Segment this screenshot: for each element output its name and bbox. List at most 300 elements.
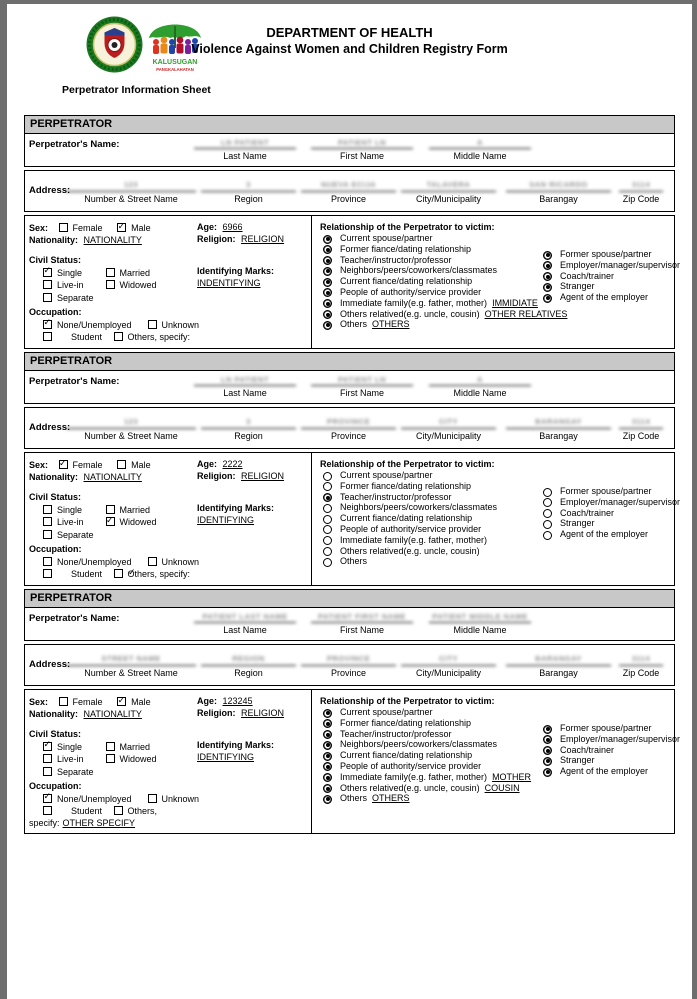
relationship-option (540, 249, 680, 260)
religion-label: Religion: (197, 470, 236, 481)
region-caption: Region (234, 431, 263, 441)
male-label: Male (131, 223, 151, 233)
single-checkbox-icon (43, 505, 52, 514)
unemployed-checkbox-icon (43, 320, 52, 329)
religion-label: Religion: (197, 707, 236, 718)
barangay-caption: Barangay (539, 431, 578, 441)
last-name-field (194, 611, 296, 635)
unemployed-checkbox-icon (43, 557, 52, 566)
age-label: Age: (197, 696, 217, 706)
relationship-option-label: People of authority/service provider (340, 286, 482, 297)
relationship-option-label: Agent of the employer (560, 766, 649, 777)
identifying-marks-line (197, 752, 305, 764)
barangay-caption: Barangay (539, 194, 578, 204)
relationship-option-label: Employer/manager/supervisor (560, 733, 681, 744)
relationship-option-label: Neighbors/peers/coworkers/classmates (340, 739, 498, 750)
relationship-option (320, 276, 534, 287)
separate-checkbox-icon (43, 767, 52, 776)
religion-line (197, 471, 305, 483)
radio-icon (323, 299, 332, 308)
radio-icon (543, 272, 552, 281)
religion-label: Religion: (197, 233, 236, 244)
separate-checkbox-icon (43, 530, 52, 539)
separate-checkbox-icon (43, 293, 52, 302)
relationship-option-label: Immediate family(e.g. father, mother) (340, 297, 488, 308)
nationality-label: Nationality: (29, 234, 79, 245)
relationship-option (320, 502, 534, 513)
identifying-marks-label: Identifying Marks: (197, 266, 275, 276)
unknown-label: Unknown (161, 556, 200, 567)
document-page (7, 4, 692, 999)
first-name-value: PATIENT LN (311, 374, 413, 386)
single-label: Single (57, 267, 83, 278)
details-row (24, 215, 681, 349)
sheet-title: Perpetrator Information Sheet (62, 84, 211, 96)
religion-line (197, 234, 305, 246)
relationship-option (540, 745, 680, 756)
radio-icon (323, 730, 332, 739)
city-caption: City/Municipality (415, 431, 482, 441)
relationship-option (320, 233, 534, 244)
relationship-extra-value: OTHERS (372, 319, 410, 330)
radio-icon (543, 488, 552, 497)
radio-icon (543, 520, 552, 529)
relationship-option-label: Neighbors/peers/coworkers/classmates (340, 502, 498, 513)
region-field (201, 652, 296, 678)
livein-label: Live-in (57, 517, 84, 527)
male-label: Male (131, 460, 151, 470)
radio-icon (323, 741, 332, 750)
widowed-label: Widowed (119, 517, 157, 527)
zipcode-value: 3114 (619, 178, 663, 192)
first-name-field (311, 611, 413, 635)
radio-icon (543, 725, 552, 734)
street-field (66, 178, 196, 204)
personal-details-column (25, 690, 311, 833)
separate-label: Separate (57, 292, 94, 303)
relationship-options-left (320, 470, 534, 567)
radio-icon (543, 509, 552, 518)
province-value: NUEVA ECIJA (301, 178, 396, 192)
province-caption: Province (330, 668, 366, 678)
relationship-option-label: Stranger (560, 281, 595, 292)
identifying-marks-line (197, 278, 305, 290)
relationship-option-label: Teacher/instructor/professor (340, 728, 452, 739)
relationship-option (540, 497, 680, 508)
radio-icon (323, 515, 332, 524)
age-value: 2222 (222, 459, 243, 469)
city-field (401, 415, 496, 441)
perpetrator-sections (24, 115, 681, 834)
radio-icon (543, 531, 552, 540)
radio-icon (323, 762, 332, 771)
street-caption: Number & Street Name (84, 668, 178, 678)
street-value: STREET NAME (66, 652, 196, 666)
female-checkbox-icon (59, 460, 68, 469)
form-title: Violence Against Women and Children Registry Form (191, 42, 508, 56)
identifying-marks-label: Identifying Marks: (197, 740, 275, 750)
address-label: Address: (29, 185, 71, 196)
city-value: TALAVERA (401, 178, 496, 192)
radio-icon (543, 251, 552, 260)
widowed-checkbox-icon (106, 280, 115, 289)
identifying-marks-value: INDENTIFYING (197, 277, 261, 288)
radio-icon (543, 757, 552, 766)
relationship-option (320, 556, 534, 567)
first-name-caption: First Name (339, 625, 384, 635)
occupation-label: Occupation: (29, 307, 82, 317)
perpetrator-section (24, 115, 681, 349)
last-name-caption: Last Name (223, 151, 267, 161)
relationship-option (320, 255, 534, 266)
relationship-option (320, 739, 534, 750)
female-label: Female (72, 223, 103, 233)
others-checkbox-icon (114, 806, 123, 815)
relationship-option (540, 292, 680, 303)
region-field (201, 415, 296, 441)
province-field (301, 415, 396, 441)
personal-details-column (25, 216, 311, 348)
radio-icon (543, 735, 552, 744)
male-label: Male (131, 697, 151, 707)
first-name-field (311, 137, 413, 161)
first-name-value: PATIENT FIRST NAME (311, 611, 413, 623)
region-value: 3 (201, 415, 296, 429)
radio-icon (323, 245, 332, 254)
unknown-label: Unknown (161, 319, 200, 330)
region-value: REGION (201, 652, 296, 666)
zipcode-field (619, 415, 663, 441)
separate-label: Separate (57, 766, 94, 777)
middle-name-caption: Middle Name (453, 151, 507, 161)
zipcode-field (619, 652, 663, 678)
last-name-caption: Last Name (223, 625, 267, 635)
religion-line (197, 708, 305, 720)
relationship-option-label: Agent of the employer (560, 529, 649, 540)
female-checkbox-icon (59, 223, 68, 232)
relationship-option (540, 755, 680, 766)
zipcode-field (619, 178, 663, 204)
barangay-value: BARANGAY (506, 415, 611, 429)
unknown-checkbox-icon (148, 794, 157, 803)
others-specify-label: Others, specify: (127, 569, 191, 579)
name-row (24, 133, 675, 167)
relationship-option-label: Former spouse/partner (560, 486, 652, 496)
radio-icon (323, 288, 332, 297)
male-checkbox-icon (117, 223, 126, 232)
married-checkbox-icon (106, 268, 115, 277)
relationship-option (540, 271, 680, 282)
civil-status-label: Civil Status: (29, 255, 82, 265)
others-specify-label: Others, specify: (127, 332, 191, 342)
age-value: 6966 (222, 222, 243, 232)
relationship-option (540, 529, 680, 540)
relationship-option (320, 718, 534, 729)
female-label: Female (72, 460, 103, 470)
middle-name-value: A (429, 137, 531, 149)
married-label: Married (119, 267, 151, 278)
radio-icon (323, 719, 332, 728)
zipcode-value: 3114 (619, 415, 663, 429)
religion-value: RELIGION (241, 470, 285, 481)
age-label: Age: (197, 459, 217, 469)
relationship-option-label: Others (340, 793, 368, 804)
civil-row-3 (29, 529, 311, 542)
student-label: Student (71, 806, 103, 816)
radio-icon (543, 261, 552, 270)
relationship-title: Relationship of the Perpetrator to victim: (320, 696, 495, 706)
relationship-options-left (320, 707, 534, 804)
last-name-field (194, 137, 296, 161)
occupation-row-2 (29, 331, 211, 344)
region-caption: Region (234, 194, 263, 204)
relationship-option-label: Former spouse/partner (560, 723, 652, 733)
city-value: CITY (401, 415, 496, 429)
relationship-option-label: Coach/trainer (560, 507, 615, 518)
occupation-row-2 (29, 805, 211, 829)
nationality-value: NATIONALITY (83, 471, 142, 482)
relationship-option (540, 734, 680, 745)
student-label: Student (71, 569, 103, 579)
nationality-label: Nationality: (29, 471, 79, 482)
name-label: Perpetrator's Name: (29, 376, 120, 387)
city-field (401, 652, 496, 678)
relationship-option (320, 793, 534, 804)
relationship-option (320, 319, 534, 330)
relationship-option (320, 308, 568, 320)
relationship-option-label: Teacher/instructor/professor (340, 254, 452, 265)
widowed-label: Widowed (119, 754, 157, 764)
barangay-field (506, 415, 611, 441)
address-label: Address: (29, 659, 71, 670)
barangay-caption: Barangay (539, 668, 578, 678)
relationship-options-left (320, 233, 568, 330)
relationship-option-label: Neighbors/peers/coworkers/classmates (340, 265, 498, 276)
relationship-option-label: Current spouse/partner (340, 707, 433, 717)
address-row (24, 644, 675, 686)
relationship-option-label: Employer/manager/supervisor (560, 259, 681, 270)
details-row (24, 689, 681, 834)
province-value: PROVINCE (301, 415, 396, 429)
perpetrator-section (24, 352, 681, 586)
relationship-option (540, 518, 680, 529)
relationship-option (320, 783, 534, 794)
city-caption: City/Municipality (415, 194, 482, 204)
livein-checkbox-icon (43, 754, 52, 763)
others-checkbox-icon (114, 332, 123, 341)
relationship-option-label: People of authority/service provider (340, 760, 482, 771)
unknown-checkbox-icon (148, 320, 157, 329)
name-row (24, 607, 675, 641)
address-row (24, 407, 675, 449)
widowed-label: Widowed (119, 280, 157, 290)
radio-icon (323, 504, 332, 513)
relationship-option-label: Immediate family(e.g. father, mother) (340, 771, 488, 782)
name-label: Perpetrator's Name: (29, 613, 120, 624)
relationship-option-label: Current spouse/partner (340, 470, 433, 480)
middle-name-value: PATIENT MIDDLE NAME (429, 611, 531, 623)
barangay-field (506, 178, 611, 204)
identifying-marks-value: IDENTIFYING (197, 514, 255, 525)
student-checkbox-icon (43, 332, 52, 341)
relationship-extra-value: OTHERS (372, 793, 410, 804)
radio-icon (323, 310, 332, 319)
radio-icon (323, 321, 332, 330)
province-field (301, 652, 396, 678)
relationship-option (540, 508, 680, 519)
widowed-checkbox-icon (106, 754, 115, 763)
province-field (301, 178, 396, 204)
relationship-option-label: Immediate family(e.g. father, mother) (340, 534, 488, 545)
relationship-title: Relationship of the Perpetrator to victim: (320, 222, 495, 232)
relationship-option (320, 524, 534, 535)
relationship-option-label: Former spouse/partner (560, 249, 652, 259)
married-checkbox-icon (106, 505, 115, 514)
relationship-option (320, 750, 534, 761)
middle-name-caption: Middle Name (453, 625, 507, 635)
sex-label: Sex: (29, 697, 49, 707)
age-religion-column (197, 696, 305, 763)
occupation-row-2 (29, 568, 211, 581)
unemployed-checkbox-icon (43, 794, 52, 803)
zipcode-caption: Zip Code (622, 668, 660, 678)
radio-icon (323, 482, 332, 491)
single-checkbox-icon (43, 742, 52, 751)
street-field (66, 415, 196, 441)
relationship-option (320, 535, 534, 546)
relationship-option (320, 546, 534, 557)
occupation-label: Occupation: (29, 781, 82, 791)
zipcode-caption: Zip Code (622, 431, 660, 441)
single-label: Single (57, 504, 83, 515)
kp-logo-text-1: KALUSUGAN (152, 59, 198, 66)
age-label: Age: (197, 222, 217, 232)
last-name-field (194, 374, 296, 398)
others-specify-label: Others, specify: (29, 806, 158, 828)
section-header-bar: PERPETRATOR (24, 352, 675, 371)
relationship-option (540, 723, 680, 734)
identifying-marks-label: Identifying Marks: (197, 503, 275, 513)
kp-logo-text-2: PANGKALAHATAN (156, 67, 194, 72)
relationship-option-label: Agent of the employer (560, 292, 649, 303)
livein-label: Live-in (57, 754, 84, 764)
age-religion-column (197, 459, 305, 526)
relationship-option (540, 486, 680, 497)
unemployed-label: None/Unemployed (57, 319, 132, 330)
married-label: Married (119, 504, 151, 515)
first-name-caption: First Name (339, 388, 384, 398)
relationship-option (320, 772, 534, 783)
department-title: DEPARTMENT OF HEALTH (266, 25, 433, 40)
city-caption: City/Municipality (415, 668, 482, 678)
province-caption: Province (330, 194, 366, 204)
occupation-label: Occupation: (29, 544, 82, 554)
age-line (197, 222, 305, 234)
relationship-option (540, 260, 680, 271)
student-checkbox-icon (43, 806, 52, 815)
relationship-option-label: Coach/trainer (560, 744, 615, 755)
radio-icon (323, 773, 332, 782)
relationship-option-label: Others relatived(e.g. uncle, cousin) (340, 782, 480, 793)
civil-row-3 (29, 292, 311, 305)
relationship-option-label: Coach/trainer (560, 270, 615, 281)
document-header (7, 4, 692, 115)
relationship-option-label: Former fiance/dating relationship (340, 480, 472, 491)
others-specify-value: OTHER SPECIFY (62, 817, 136, 828)
relationship-option-label: People of authority/service provider (340, 523, 482, 534)
radio-icon (323, 795, 332, 804)
section-header-bar: PERPETRATOR (24, 589, 675, 608)
nationality-value: NATIONALITY (83, 234, 142, 245)
relationship-option-label: Current fiance/dating relationship (340, 750, 473, 761)
relationship-option (320, 761, 534, 772)
radio-icon (323, 536, 332, 545)
relationship-option (320, 265, 534, 276)
relationship-extra-value: MOTHER (492, 771, 532, 782)
street-value: 123 (66, 178, 196, 192)
radio-icon (543, 498, 552, 507)
relationship-option-label: Others relatived(e.g. uncle, cousin) (340, 545, 480, 556)
student-checkbox-icon (43, 569, 52, 578)
barangay-field (506, 652, 611, 678)
religion-value: RELIGION (241, 707, 285, 718)
first-name-field (311, 374, 413, 398)
unemployed-label: None/Unemployed (57, 556, 132, 567)
relationship-option (320, 492, 534, 503)
nationality-label: Nationality: (29, 708, 79, 719)
zipcode-value: 3114 (619, 652, 663, 666)
relationship-extra-value: OTHER RELATIVES (484, 308, 568, 319)
sex-label: Sex: (29, 460, 49, 470)
radio-icon (323, 558, 332, 567)
relationship-option (320, 481, 534, 492)
identifying-marks-value: IDENTIFYING (197, 751, 255, 762)
city-value: CITY (401, 652, 496, 666)
relationship-option-label: Others (340, 319, 368, 330)
relationship-option (320, 729, 534, 740)
relationship-option (320, 707, 534, 718)
first-name-caption: First Name (339, 151, 384, 161)
age-line (197, 696, 305, 708)
radio-icon (323, 752, 332, 761)
region-caption: Region (234, 668, 263, 678)
name-row (24, 370, 675, 404)
age-line (197, 459, 305, 471)
relationship-option (320, 297, 538, 309)
radio-icon (323, 709, 332, 718)
livein-checkbox-icon (43, 517, 52, 526)
address-label: Address: (29, 422, 71, 433)
radio-icon (323, 525, 332, 534)
occupation-row-1 (29, 556, 311, 569)
middle-name-field (429, 374, 531, 398)
female-label: Female (72, 697, 103, 707)
radio-icon (323, 235, 332, 244)
relationship-column (311, 216, 681, 348)
age-religion-column (197, 222, 305, 289)
relationship-option-label: Employer/manager/supervisor (560, 496, 681, 507)
last-name-value: LN PATIENT (194, 374, 296, 386)
city-field (401, 178, 496, 204)
relationship-title: Relationship of the Perpetrator to victim: (320, 459, 495, 469)
married-checkbox-icon (106, 742, 115, 751)
relationship-option-label: Others relatived(e.g. uncle, cousin) (340, 308, 480, 319)
relationship-extra-value: COUSIN (484, 782, 520, 793)
male-checkbox-icon (117, 460, 126, 469)
radio-icon (323, 784, 332, 793)
middle-name-field (429, 611, 531, 635)
relationship-option (540, 766, 680, 777)
